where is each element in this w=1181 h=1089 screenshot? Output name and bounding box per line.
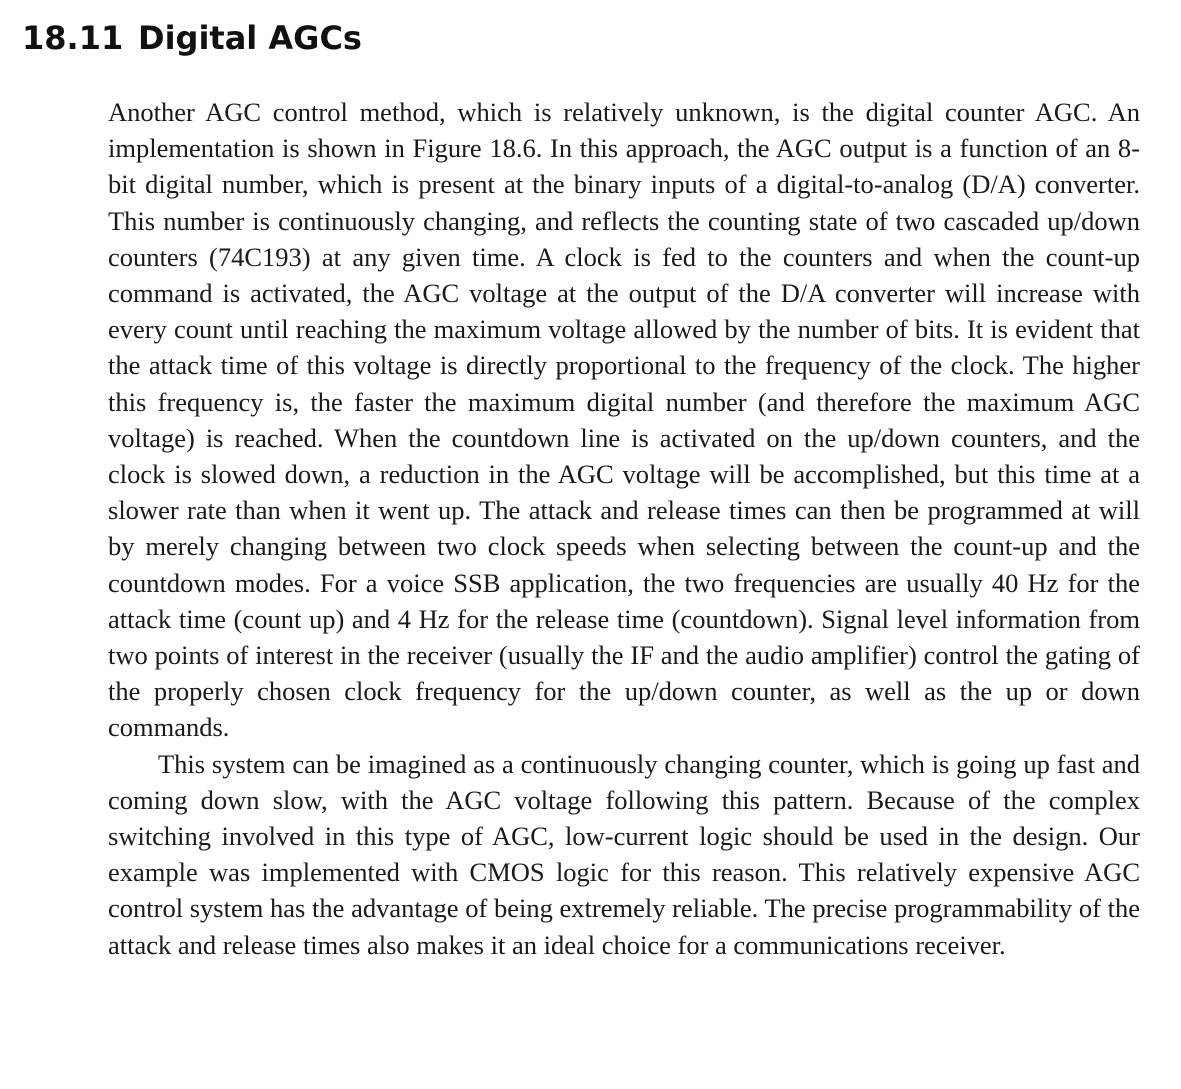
body-text xyxy=(108,94,1140,963)
section-title: Digital AGCs xyxy=(138,19,362,57)
section-number: 18.11 xyxy=(22,19,124,57)
section-heading xyxy=(22,16,362,60)
paragraph-2: This system can be imagined as a continuously changing counter, which is going up fast and coming down slow, with the AGC voltage following this pattern. Because of the complex switching involved in this type of AGC, low-current logic should be used in the design. Our example was implemented with CMOS logic for this reason. This relatively expensive AGC control system has the advantage of being extremely reliable. The precise programmability of the attack and release times also makes it an ideal choice for a communications receiver. xyxy=(108,748,1140,960)
paragraph-1: Another AGC control method, which is relatively unknown, is the digital counter AGC. An implementation is shown in Figure 18.6. In this approach, the AGC output is a function of an 8-bit digital number, which is present at the binary inputs of a digital-to-analog (D/A) converter. This number is continuously changing, and reflects the counting state of two cascaded up/down counters (74C193) at any given time. A clock is fed to the counters and when the count-up command is activated, the AGC voltage at the output of the D/A converter will increase with every count until reaching the maximum voltage allowed by the number of bits. It is evident that the attack time of this voltage is directly proportional to the frequency of the clock. The higher this frequency is, the faster the maximum digital number (and therefore the maximum AGC voltage) is reached. When the countdown line is activated on the up/down counters, and the clock is slowed down, a reduction in the AGC voltage will be accomplished, but this time at a slower rate than when it went up. The attack and release times can then be programmed at will by merely changing between two clock speeds when selecting between the count-up and the countdown modes. For a voice SSB application, the two frequencies are usually 40 Hz for the attack time (count up) and 4 Hz for the release time (countdown). Signal level information from two points of interest in the receiver (usually the IF and the audio amplifier) control the gating of the properly chosen clock frequency for the up/down counter, as well as the up or down commands. xyxy=(108,97,1140,743)
